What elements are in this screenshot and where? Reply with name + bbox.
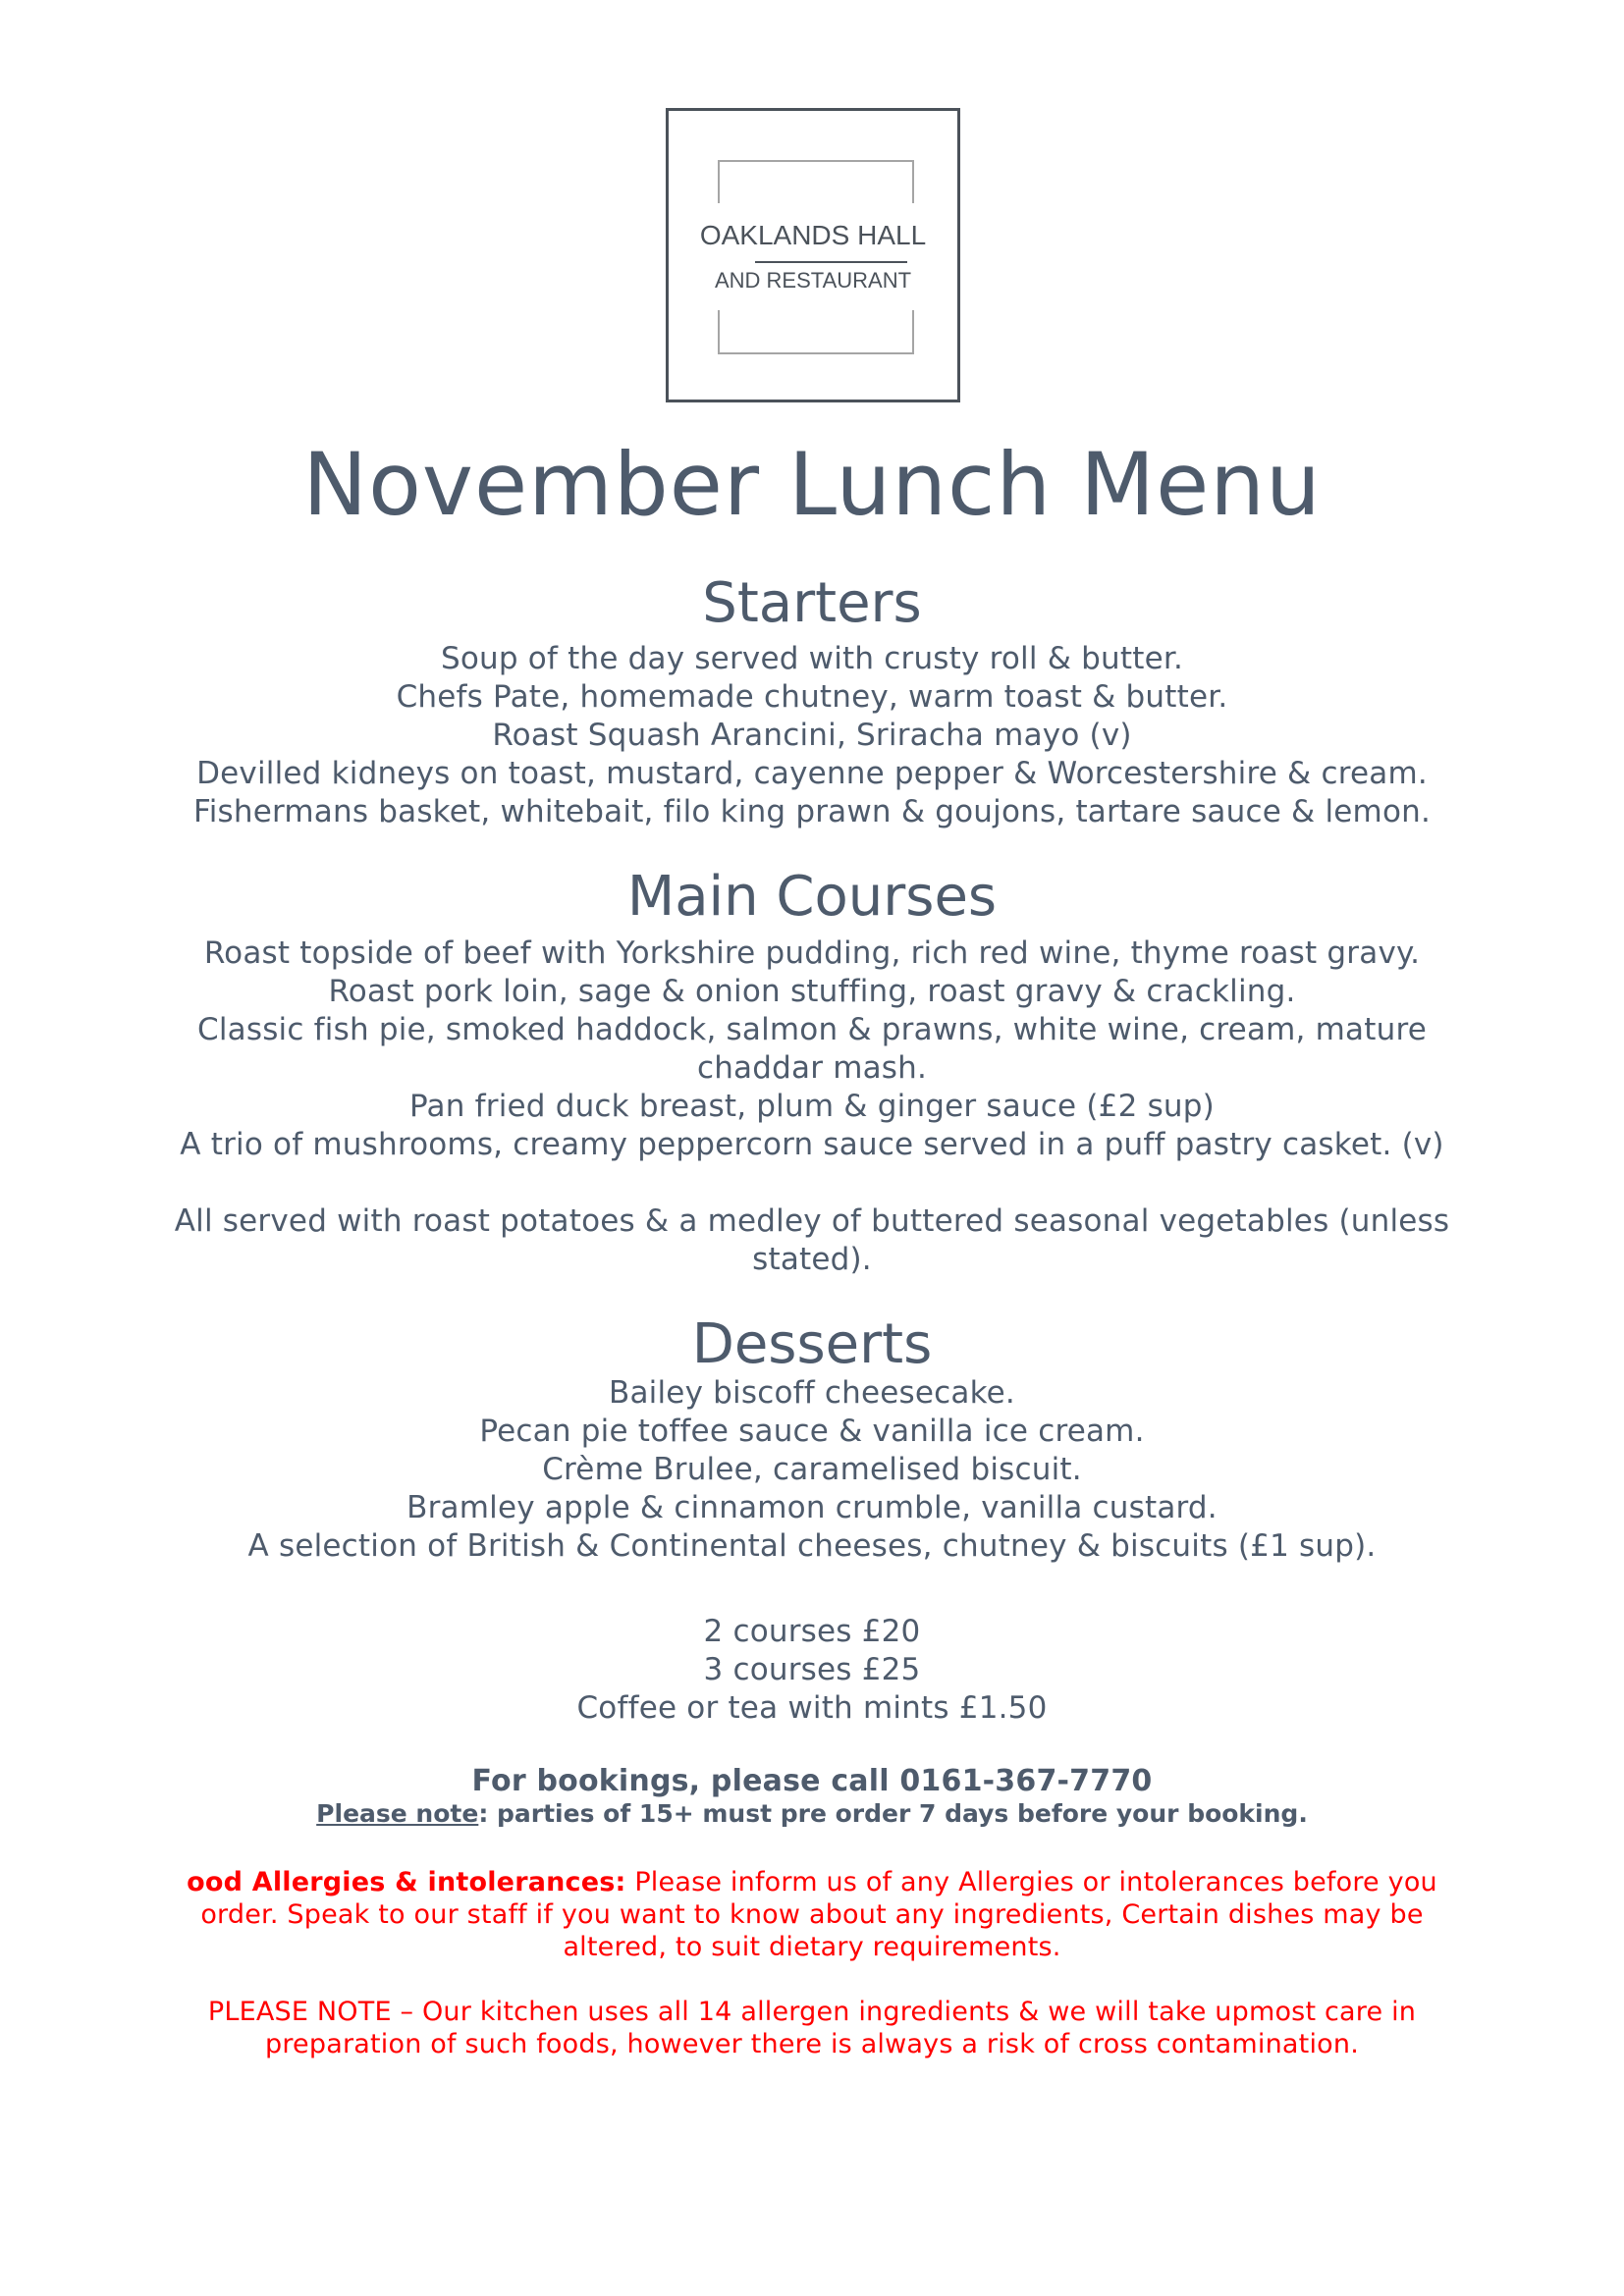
mains-note-continued: stated). (752, 1242, 872, 1277)
desserts-heading: Desserts (691, 1312, 933, 1376)
logo-name: OAKLANDS HALL (699, 220, 927, 250)
starters-heading: Starters (702, 571, 922, 635)
dessert-item: Bramley apple & cinnamon crumble, vanilla custard. (406, 1490, 1218, 1525)
logo-subtitle: AND RESTAURANT (714, 268, 912, 293)
main-item: Roast topside of beef with Yorkshire pudding, rich red wine, thyme roast gravy. (203, 935, 1421, 971)
main-item-continued: chaddar mash. (696, 1050, 928, 1086)
main-item: Pan fried duck breast, plum & ginger sauce (£2 sup) (409, 1089, 1215, 1124)
allergy-info-line (0, 1866, 1624, 1898)
price-coffee-tea: Coffee or tea with mints £1.50 (576, 1690, 1048, 1726)
dessert-item: Pecan pie toffee sauce & vanilla ice cream. (479, 1414, 1145, 1449)
booking-note-label: Please note (316, 1799, 479, 1828)
booking-note (0, 1798, 1624, 1830)
logo-bracket-top (718, 160, 914, 203)
dessert-item: Crème Brulee, caramelised biscuit. (542, 1452, 1082, 1487)
starter-item: Devilled kidneys on toast, mustard, cayenne pepper & Worcestershire & cream. (196, 756, 1428, 791)
allergy-info-line: order. Speak to our staff if you want to know about any ingredients, Certain dishes may be (200, 1899, 1424, 1930)
allergy-info-line: altered, to suit dietary requirements. (563, 1932, 1061, 1962)
logo-bracket-bottom (718, 310, 914, 354)
booking-note-text: : parties of 15+ must pre order 7 days before your booking. (478, 1799, 1308, 1828)
allergen-warning: preparation of such foods, however there is always a risk of cross contamination. (265, 2029, 1359, 2059)
starter-item: Roast Squash Arancini, Sriracha mayo (v) (492, 718, 1132, 753)
starter-item: Chefs Pate, homemade chutney, warm toast & butter. (396, 679, 1228, 715)
mains-heading: Main Courses (626, 865, 998, 929)
booking-phone: For bookings, please call 0161-367-7770 (471, 1764, 1153, 1798)
page-title: November Lunch Menu (302, 434, 1322, 535)
allergy-label: ood Allergies & intolerances: (187, 1867, 626, 1897)
starter-item: Fishermans basket, whitebait, filo king prawn & goujons, tartare sauce & lemon. (192, 794, 1432, 829)
logo-divider (755, 261, 907, 263)
main-item: Classic fish pie, smoked haddock, salmon & prawns, white wine, cream, mature (197, 1012, 1427, 1047)
price-two-courses: 2 courses £20 (703, 1614, 921, 1649)
allergen-warning: PLEASE NOTE – Our kitchen uses all 14 allergen ingredients & we will take upmost care in (207, 1997, 1417, 2027)
allergy-text: Please inform us of any Allergies or intolerances before you (625, 1867, 1437, 1897)
starter-item: Soup of the day served with crusty roll & butter. (440, 641, 1184, 676)
main-item: A trio of mushrooms, creamy peppercorn sauce served in a puff pastry casket. (v) (180, 1127, 1444, 1162)
main-item: Roast pork loin, sage & onion stuffing, roast gravy & crackling. (328, 974, 1296, 1009)
price-three-courses: 3 courses £25 (703, 1652, 921, 1687)
dessert-item: A selection of British & Continental cheeses, chutney & biscuits (£1 sup). (247, 1528, 1377, 1564)
dessert-item: Bailey biscoff cheesecake. (609, 1375, 1015, 1411)
mains-note: All served with roast potatoes & a medley of buttered seasonal vegetables (unless (174, 1203, 1450, 1239)
logo (666, 108, 960, 402)
